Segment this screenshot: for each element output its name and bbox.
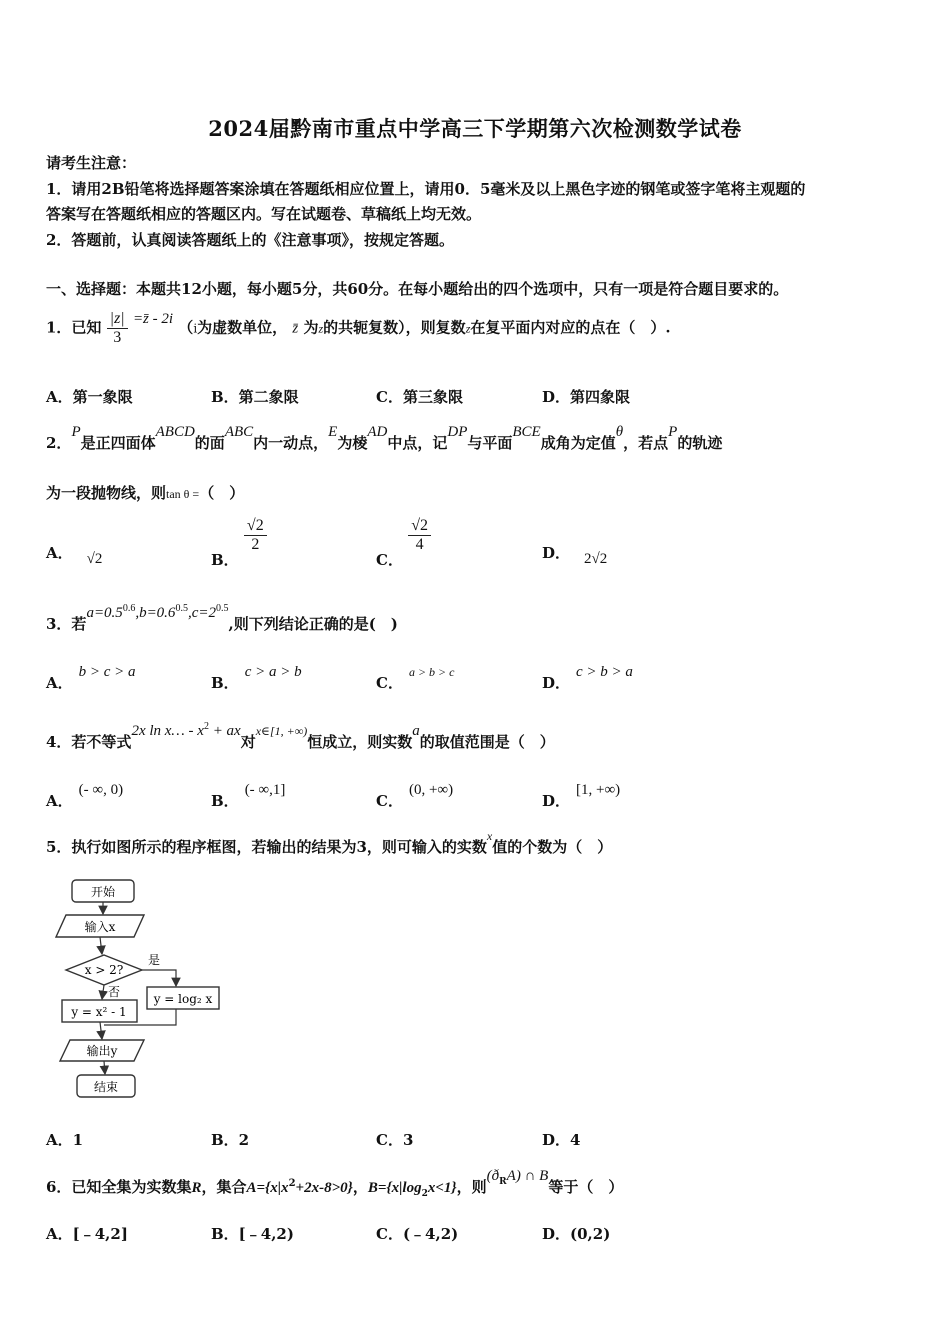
q2-v7: BCE bbox=[512, 424, 541, 440]
q3-e3: 0.5 bbox=[215, 603, 229, 614]
q4-option-c-value: (0, +∞) bbox=[408, 782, 454, 798]
q4-prefix: 4．若不等式 bbox=[46, 733, 132, 751]
flow-end-label: 结束 bbox=[93, 1080, 119, 1094]
q2-optB-den: 2 bbox=[251, 536, 260, 553]
q1-suffix: 在复平面内对应的点在（ ）. bbox=[470, 318, 671, 337]
q4-label-b: B． bbox=[211, 792, 239, 810]
q4-option-d[interactable] bbox=[542, 782, 621, 811]
q6-mid3: ，则 bbox=[456, 1178, 487, 1196]
q3-a: a=0.5 bbox=[86, 605, 123, 621]
q3-b: ,b=0.6 bbox=[135, 605, 176, 621]
q6-R: R bbox=[191, 1180, 202, 1196]
q3-option-c[interactable] bbox=[376, 665, 455, 693]
q1-option-b[interactable]: B．第二象限 bbox=[211, 388, 299, 406]
q4-ineq-sup: 2 bbox=[203, 721, 209, 732]
q2-p10: 的轨迹 bbox=[677, 434, 723, 452]
q2-label-a: A． bbox=[46, 544, 73, 562]
q4-var: a bbox=[412, 723, 420, 739]
section-heading: 一、选择题：本题共12小题，每小题5分，共60分。在每小题给出的四个选项中，只有一项是符合题目要求的。 bbox=[46, 280, 789, 298]
flow-no-label: 否 bbox=[108, 985, 121, 999]
flow-input-label: 输入x bbox=[84, 920, 116, 934]
q2-p7: 与平面 bbox=[467, 434, 513, 452]
q6-option-d[interactable]: D．(0,2) bbox=[542, 1225, 611, 1243]
q6-option-b[interactable]: B．[﹣4,2) bbox=[211, 1225, 294, 1243]
q2-paren: （ ） bbox=[199, 484, 245, 502]
q3-option-d[interactable] bbox=[542, 664, 633, 693]
q6-expr: (ð bbox=[486, 1168, 500, 1184]
q3-e1: 0.6 bbox=[122, 603, 136, 614]
q2-v8: θ bbox=[615, 424, 624, 440]
q1-prefix: 1．已知 bbox=[46, 318, 102, 337]
q1-mid3: 的共轭复数），则复数 bbox=[323, 318, 466, 337]
q1-mid2: 为 bbox=[303, 318, 319, 337]
q4-option-c[interactable] bbox=[376, 782, 454, 811]
question-3 bbox=[46, 603, 398, 634]
flowchart-diagram bbox=[52, 875, 232, 1105]
q1-option-d[interactable]: D．第四象限 bbox=[542, 388, 631, 406]
q6-option-c[interactable]: C．(﹣4,2) bbox=[376, 1225, 459, 1243]
q3-option-d-value: c > b > a bbox=[576, 664, 633, 680]
q6-suffix: 等于（ ） bbox=[548, 1178, 624, 1196]
q2-option-b[interactable] bbox=[211, 517, 267, 569]
question-1 bbox=[46, 310, 671, 347]
q3-option-a[interactable] bbox=[46, 664, 136, 693]
q4-ineq-a: 2x ln x… - x bbox=[131, 723, 204, 739]
q1-paren: （ bbox=[178, 318, 194, 337]
q2-label-c: C． bbox=[376, 550, 403, 569]
q5-option-d[interactable]: D．4 bbox=[542, 1131, 581, 1149]
q2-v6: DP bbox=[447, 424, 468, 440]
q4-domain: x∈[1, +∞) bbox=[255, 724, 308, 738]
q4-suffix1: 恒成立，则实数 bbox=[307, 733, 413, 751]
q4-mid: 对 bbox=[240, 733, 256, 751]
q6-expr2: A) ∩ B bbox=[506, 1168, 549, 1184]
q5-var: x bbox=[486, 829, 493, 843]
q5-suffix: 值的个数为（ ） bbox=[492, 838, 613, 856]
q5-option-b[interactable]: B．2 bbox=[211, 1131, 250, 1149]
q2-p4: 内一动点， bbox=[253, 434, 329, 452]
question-2-line-2 bbox=[46, 482, 244, 503]
q3-label-a: A． bbox=[46, 674, 73, 692]
q6-A2: +2x-8>0} bbox=[295, 1180, 353, 1196]
q3-label-c: C． bbox=[376, 674, 403, 692]
q4-option-b-value: (- ∞,1] bbox=[244, 782, 286, 798]
q3-suffix: ,则下列结论正确的是( ) bbox=[228, 615, 398, 633]
q2-v1: P bbox=[71, 424, 81, 440]
flow-output-label: 输出y bbox=[86, 1044, 118, 1058]
q1-mid1: 为虚数单位， bbox=[197, 318, 288, 337]
notice-line-2: 答案写在答题纸相应的答题区内。写在试题卷、草稿纸上均无效。 bbox=[46, 205, 482, 223]
question-6 bbox=[46, 1168, 624, 1199]
q2-label-b: B． bbox=[211, 550, 239, 569]
q1-fraction bbox=[107, 310, 128, 347]
q2-v2: ABCD bbox=[155, 424, 195, 440]
notice-line-1: 1．请用2B铅笔将选择题答案涂填在答题纸相应位置上，请用0．5毫米及以上黑色字迹的钢笔或签字笔将主观题的 bbox=[46, 180, 806, 198]
page-title: 2024届黔南市重点中学高三下学期第六次检测数学试卷 bbox=[208, 116, 742, 141]
q3-option-c-value: a > b > c bbox=[408, 665, 455, 679]
q2-line2: 为一段抛物线，则 bbox=[46, 484, 167, 502]
flow-yes-label: 是 bbox=[148, 953, 161, 967]
q4-suffix2: 的取值范围是（ ） bbox=[419, 733, 555, 751]
q4-label-a: A． bbox=[46, 792, 73, 810]
q2-label-d: D． bbox=[542, 544, 571, 562]
q3-c: ,c=2 bbox=[187, 605, 216, 621]
q2-p3: 的面 bbox=[194, 434, 225, 452]
q1-option-a[interactable]: A．第一象限 bbox=[46, 388, 133, 406]
q2-p2: 是正四面体 bbox=[80, 434, 156, 452]
q2-optC-den: 4 bbox=[415, 536, 424, 553]
q3-option-b-value: c > a > b bbox=[244, 664, 302, 680]
q2-v9: P bbox=[668, 424, 678, 440]
q6-B-sub: 2 bbox=[421, 1189, 428, 1199]
q6-A-sup: 2 bbox=[288, 1178, 296, 1189]
q6-expr-sub: R bbox=[499, 1177, 507, 1187]
q6-B2: x<1} bbox=[427, 1180, 457, 1196]
q1-frac-den: 3 bbox=[113, 329, 122, 346]
flow-start-label: 开始 bbox=[90, 885, 116, 899]
flow-yes-box-label: y = log₂ x bbox=[153, 992, 213, 1006]
q2-option-d-value: 2√2 bbox=[584, 551, 608, 567]
q4-ineq-b: + ax bbox=[208, 723, 241, 739]
q3-option-b[interactable] bbox=[211, 664, 302, 693]
q1-i: i bbox=[193, 321, 198, 336]
q1-rhs: =z̄ - 2i bbox=[132, 310, 174, 327]
q2-v4: E bbox=[328, 424, 338, 440]
q2-p5: 为棱 bbox=[337, 434, 368, 452]
q3-prefix: 3．若 bbox=[46, 615, 87, 633]
q2-tan: tan θ = bbox=[166, 487, 200, 501]
q1-option-c[interactable]: C．第三象限 bbox=[376, 388, 463, 406]
q6-B: B={x|log bbox=[367, 1180, 422, 1196]
question-2 bbox=[46, 424, 723, 453]
q2-p9: ，若点 bbox=[623, 434, 669, 452]
q3-label-d: D． bbox=[542, 674, 571, 692]
q6-option-a[interactable]: A．[﹣4,2] bbox=[46, 1225, 128, 1243]
question-4 bbox=[46, 721, 555, 752]
q2-option-c-frac bbox=[408, 517, 431, 554]
q3-e2: 0.5 bbox=[175, 603, 188, 614]
q1-z1: z bbox=[318, 321, 324, 336]
q1-z2: z bbox=[465, 321, 471, 336]
q2-option-b-frac bbox=[244, 517, 267, 554]
q4-option-b[interactable] bbox=[211, 782, 286, 811]
q4-label-c: C． bbox=[376, 792, 403, 810]
q2-option-a[interactable] bbox=[46, 542, 103, 567]
q6-mid2: ， bbox=[352, 1178, 368, 1196]
q5-prefix: 5．执行如图所示的程序框图，若输出的结果为3，则可输入的实数 bbox=[46, 838, 487, 856]
q2-option-a-value: √2 bbox=[86, 551, 103, 567]
q2-option-d[interactable] bbox=[542, 542, 608, 567]
q2-p1: 2． bbox=[46, 434, 72, 452]
q4-label-d: D． bbox=[542, 792, 571, 810]
q6-prefix: 6．已知全集为实数集 bbox=[46, 1178, 192, 1196]
q2-option-c[interactable] bbox=[376, 517, 431, 569]
q2-v3: ABC bbox=[224, 424, 254, 440]
q3-option-a-value: b > c > a bbox=[78, 664, 136, 680]
q4-option-d-value: [1, +∞) bbox=[576, 782, 621, 798]
q4-option-a[interactable] bbox=[46, 782, 124, 811]
q2-v5: AD bbox=[367, 424, 388, 440]
q2-optC-num: √2 bbox=[408, 517, 431, 536]
q6-A: A={x|x bbox=[246, 1180, 289, 1196]
q5-option-c[interactable]: C．3 bbox=[376, 1131, 414, 1149]
q4-option-a-value: (- ∞, 0) bbox=[78, 782, 124, 798]
q1-zbar: z̄ bbox=[292, 320, 299, 337]
q5-option-a[interactable]: A．1 bbox=[46, 1131, 84, 1149]
notice-line-3: 2．答题前，认真阅读答题纸上的《注意事项》，按规定答题。 bbox=[46, 231, 454, 249]
question-5 bbox=[46, 829, 613, 857]
notice-heading: 请考生注意： bbox=[46, 154, 137, 172]
flow-decision-label: x > 2? bbox=[84, 963, 124, 977]
flow-no-box-label: y = x² - 1 bbox=[71, 1005, 127, 1019]
q3-label-b: B． bbox=[211, 674, 239, 692]
q2-p6: 中点，记 bbox=[387, 434, 448, 452]
q6-mid1: ，集合 bbox=[201, 1178, 247, 1196]
q2-p8: 成角为定值 bbox=[540, 434, 616, 452]
q1-frac-num: |z| bbox=[107, 310, 128, 329]
q2-optB-num: √2 bbox=[244, 517, 267, 536]
